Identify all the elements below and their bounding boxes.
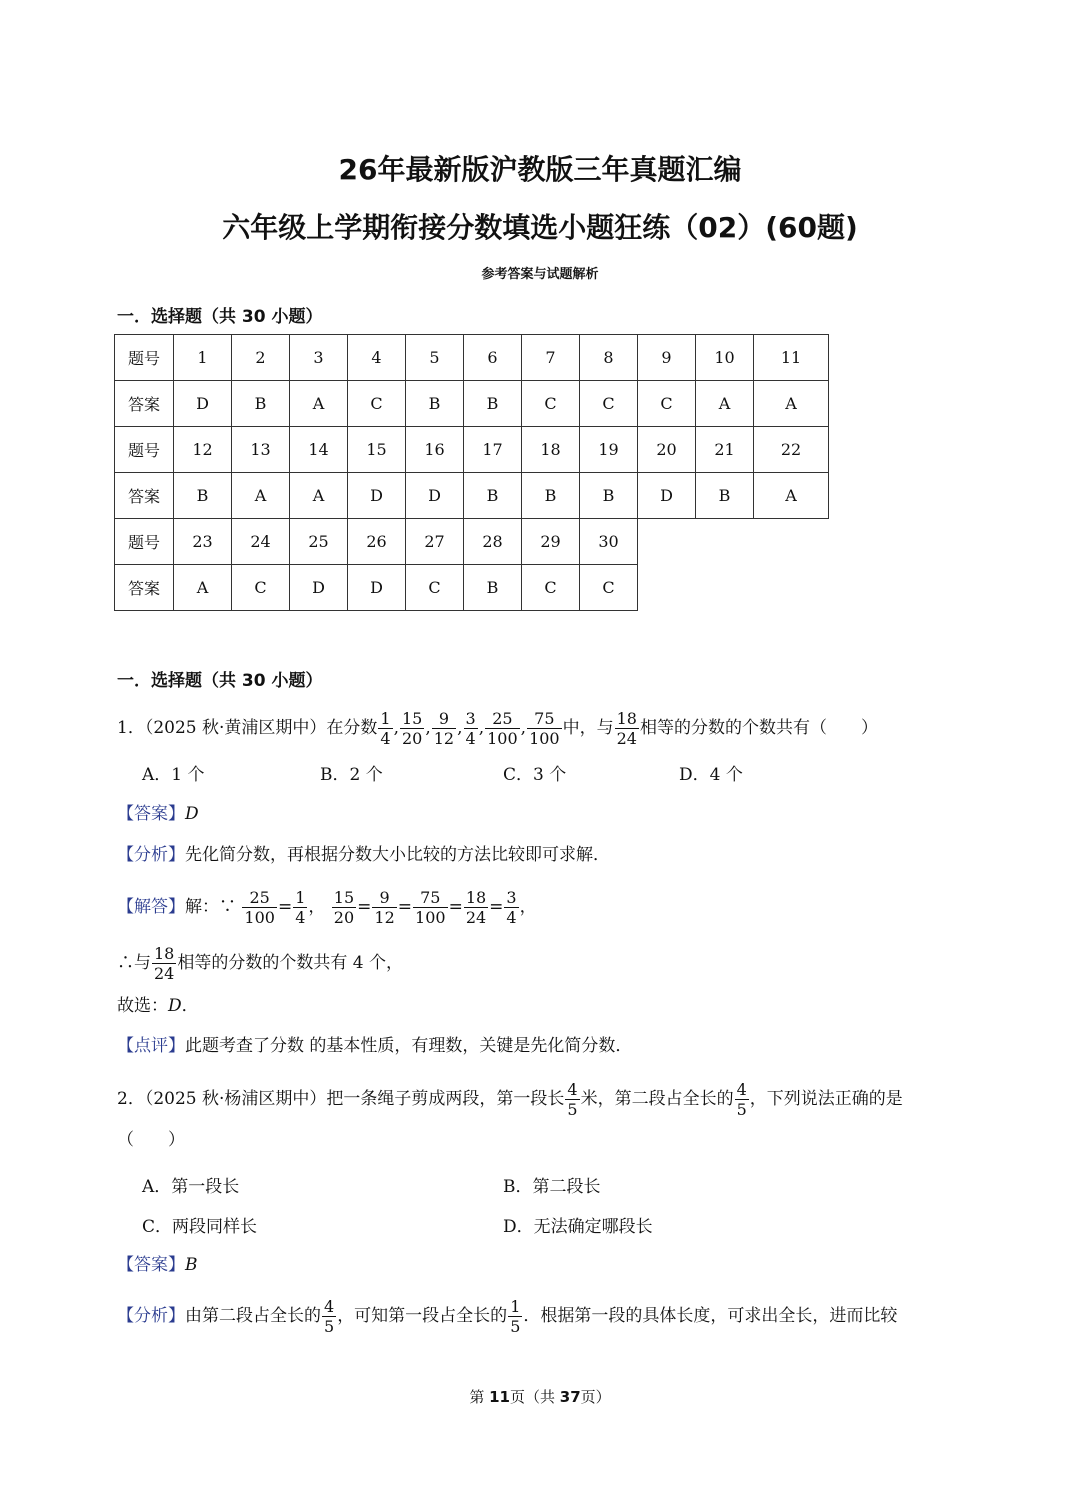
table-cell: 28	[464, 519, 522, 565]
table-cell: B	[232, 381, 290, 427]
fraction: $\frac{18}{24}$	[616, 709, 637, 748]
table-cell: 14	[290, 427, 348, 473]
table-cell: B	[464, 381, 522, 427]
fraction: $\frac{1}{4}$	[295, 888, 306, 927]
fraction: $\frac{1}{5}$	[510, 1297, 521, 1336]
table-cell: C	[522, 381, 580, 427]
table-cell: D	[348, 473, 406, 519]
fraction: $\frac{9}{12}$	[374, 888, 395, 927]
table-cell: 29	[522, 519, 580, 565]
row-label: 题号	[115, 519, 174, 565]
table-row	[115, 381, 829, 427]
row-label: 答案	[115, 565, 174, 611]
table-cell: 25	[290, 519, 348, 565]
row-label: 题号	[115, 335, 174, 381]
page-number: 11	[489, 1388, 510, 1406]
table-cell: B	[174, 473, 232, 519]
table-cell: D	[174, 381, 232, 427]
table-cell: 8	[580, 335, 638, 381]
q2-option-b: B．第二段长	[503, 1177, 601, 1197]
table-cell: 3	[290, 335, 348, 381]
table-cell: 4	[348, 335, 406, 381]
table-cell: B	[464, 473, 522, 519]
solution-tag: 【解答】	[117, 897, 185, 917]
choose-value: D	[168, 996, 182, 1016]
table-cell: 12	[174, 427, 232, 473]
answer-value: D	[185, 804, 199, 824]
table-cell: 7	[522, 335, 580, 381]
answer-tag: 【答案】	[117, 804, 185, 824]
conclusion-suffix: 相等的分数的个数共有 4 个，	[177, 953, 403, 973]
analysis-tag: 【分析】	[117, 1306, 185, 1326]
fraction: $\frac{75}{100}$	[415, 888, 446, 927]
table-cell: C	[580, 381, 638, 427]
q1-stem-end: 相等的分数的个数共有（ ）	[639, 718, 878, 738]
table-cell: 1	[174, 335, 232, 381]
footer-text: 页（共	[509, 1388, 560, 1406]
q2-answer	[117, 1253, 198, 1277]
fraction: $\frac{4}{5}$	[736, 1080, 747, 1119]
fraction: $\frac{9}{12}$	[433, 709, 455, 748]
empty-cell	[696, 519, 754, 565]
table-cell: 22	[754, 427, 829, 473]
q2-stem: 2．（2025 秋·杨浦区期中）把一条绳子剪成两段，第一段长	[117, 1089, 565, 1109]
analysis-text: ，可知第一段占全长的	[337, 1306, 508, 1326]
footer-text: 页）	[580, 1388, 611, 1406]
answer-value: B	[185, 1255, 198, 1275]
section-heading-2: 一．选择题（共 30 小题）	[117, 671, 323, 691]
table-cell: 13	[232, 427, 290, 473]
q2-stem-mid: 米，第二段占全长的	[580, 1089, 734, 1109]
table-cell: A	[232, 473, 290, 519]
q2-paren: （ ）	[117, 1130, 185, 1150]
table-cell: 17	[464, 427, 522, 473]
table-cell: D	[290, 565, 348, 611]
table-cell: 5	[406, 335, 464, 381]
document-title: 26年最新版沪教版三年真题汇编	[338, 153, 742, 186]
fraction: $\frac{4}{5}$	[567, 1080, 578, 1119]
table-cell: 26	[348, 519, 406, 565]
table-row	[115, 335, 829, 381]
fraction: $\frac{3}{4}$	[506, 888, 517, 927]
fraction: $\frac{25}{100}$	[244, 888, 275, 927]
table-cell: B	[464, 565, 522, 611]
table-cell: A	[290, 381, 348, 427]
table-cell: 6	[464, 335, 522, 381]
table-row	[115, 427, 829, 473]
answer-key-heading: 参考答案与试题解析	[481, 267, 599, 282]
table-row	[115, 565, 829, 611]
table-cell: A	[290, 473, 348, 519]
table-cell: 30	[580, 519, 638, 565]
conclusion-prefix: ∴与	[117, 953, 151, 973]
total-pages: 37	[559, 1388, 581, 1406]
table-cell: 21	[696, 427, 754, 473]
analysis-text: ．根据第一段的具体长度，可求出全长，进而比较	[523, 1306, 898, 1326]
fraction: $\frac{3}{4}$	[465, 709, 476, 748]
table-cell: 15	[348, 427, 406, 473]
answer-table	[114, 334, 829, 611]
table-cell: 18	[522, 427, 580, 473]
q1-option-d: D．4 个	[679, 765, 743, 785]
table-cell: 23	[174, 519, 232, 565]
fraction: $\frac{4}{5}$	[324, 1297, 335, 1336]
document-subtitle: 六年级上学期衔接分数填选小题狂练（02）(60题)	[222, 211, 858, 244]
q1-answer	[117, 802, 199, 826]
footer-text: 第	[469, 1388, 490, 1406]
q1-conclusion	[117, 944, 403, 983]
table-cell: A	[754, 381, 829, 427]
table-cell: C	[406, 565, 464, 611]
solution-prefix: 解：∵	[185, 897, 236, 917]
table-cell: 16	[406, 427, 464, 473]
table-cell: 2	[232, 335, 290, 381]
q1-stem: 1．（2025 秋·黄浦区期中）在分数	[117, 718, 378, 738]
analysis-tag: 【分析】	[117, 845, 185, 865]
answer-tag: 【答案】	[117, 1255, 185, 1275]
q2-stem-end: ，下列说法正确的是	[749, 1089, 903, 1109]
q1-option-c: C．3 个	[503, 765, 567, 785]
table-cell: 20	[638, 427, 696, 473]
table-cell: A	[174, 565, 232, 611]
fraction: $\frac{25}{100}$	[487, 709, 518, 748]
section-heading: 一．选择题（共 30 小题）	[117, 307, 323, 327]
empty-cell	[754, 519, 829, 565]
analysis-text: 先化简分数，再根据分数大小比较的方法比较即可求解．	[185, 845, 610, 865]
row-label: 题号	[115, 427, 174, 473]
q1-option-b: B．2 个	[320, 765, 383, 785]
table-cell: 9	[638, 335, 696, 381]
q1-analysis	[117, 843, 610, 867]
comment-tag: 【点评】	[117, 1036, 185, 1056]
table-cell: B	[522, 473, 580, 519]
comment-text: 此题考查了分数 的基本性质，有理数，关键是先化简分数．	[185, 1036, 633, 1056]
question-1: 1．（2025 秋·黄浦区期中）在分数 $\frac{1}{4}$ , $\frac{15}{20}$ , $\frac{9}{12}$ , $\frac{3}{4}$ , $\frac{25}{100}$ , $\frac{75}{100}$ 中，与 $\frac{18}{24}$ 相等的分数的个数共有（ ）	[117, 709, 878, 748]
fraction: $\frac{18}{24}$	[465, 888, 487, 927]
q2-option-d: D．无法确定哪段长	[503, 1217, 653, 1237]
q2-option-a: A．第一段长	[142, 1177, 240, 1197]
q1-comment	[117, 1034, 632, 1058]
table-cell: C	[638, 381, 696, 427]
table-row	[115, 519, 829, 565]
table-cell: D	[638, 473, 696, 519]
fraction: $\frac{15}{20}$	[333, 888, 355, 927]
table-cell: B	[406, 381, 464, 427]
table-cell: C	[522, 565, 580, 611]
table-row	[115, 473, 829, 519]
table-cell: D	[406, 473, 464, 519]
empty-cell	[754, 565, 829, 611]
row-label: 答案	[115, 473, 174, 519]
page-footer	[0, 1386, 1080, 1407]
fraction: $\frac{18}{24}$	[154, 944, 175, 983]
table-cell: A	[696, 381, 754, 427]
table-cell: 24	[232, 519, 290, 565]
q1-choice: 故选：D．	[117, 996, 199, 1016]
table-cell: D	[348, 565, 406, 611]
table-cell: 19	[580, 427, 638, 473]
row-label: 答案	[115, 381, 174, 427]
fraction: $\frac{15}{20}$	[401, 709, 423, 748]
table-cell: C	[348, 381, 406, 427]
empty-cell	[638, 565, 696, 611]
table-cell: B	[696, 473, 754, 519]
q1-option-a: A．1 个	[142, 765, 205, 785]
table-cell: C	[232, 565, 290, 611]
table-cell: 11	[754, 335, 829, 381]
fraction: $\frac{75}{100}$	[529, 709, 560, 748]
q2-option-c: C．两段同样长	[142, 1217, 258, 1237]
empty-cell	[638, 519, 696, 565]
table-cell: B	[580, 473, 638, 519]
question-2	[117, 1080, 903, 1119]
table-cell: 27	[406, 519, 464, 565]
table-cell: C	[580, 565, 638, 611]
q1-solution: 【解答】解：∵ $\frac{25}{100}$ = $\frac{1}{4}$ ， $\frac{15}{20}$ = $\frac{9}{12}$ = $\frac{75}{100}$ = $\frac{18}{24}$ = $\frac{3}{4}$ ，	[117, 888, 537, 927]
fraction: $\frac{1}{4}$	[380, 709, 391, 748]
table-cell: A	[754, 473, 829, 519]
table-cell: 10	[696, 335, 754, 381]
q1-stem-mid: 中，与	[562, 718, 614, 738]
empty-cell	[696, 565, 754, 611]
q2-analysis	[117, 1297, 897, 1336]
choose-prefix: 故选：	[117, 996, 168, 1016]
analysis-text: 由第二段占全长的	[185, 1306, 321, 1326]
